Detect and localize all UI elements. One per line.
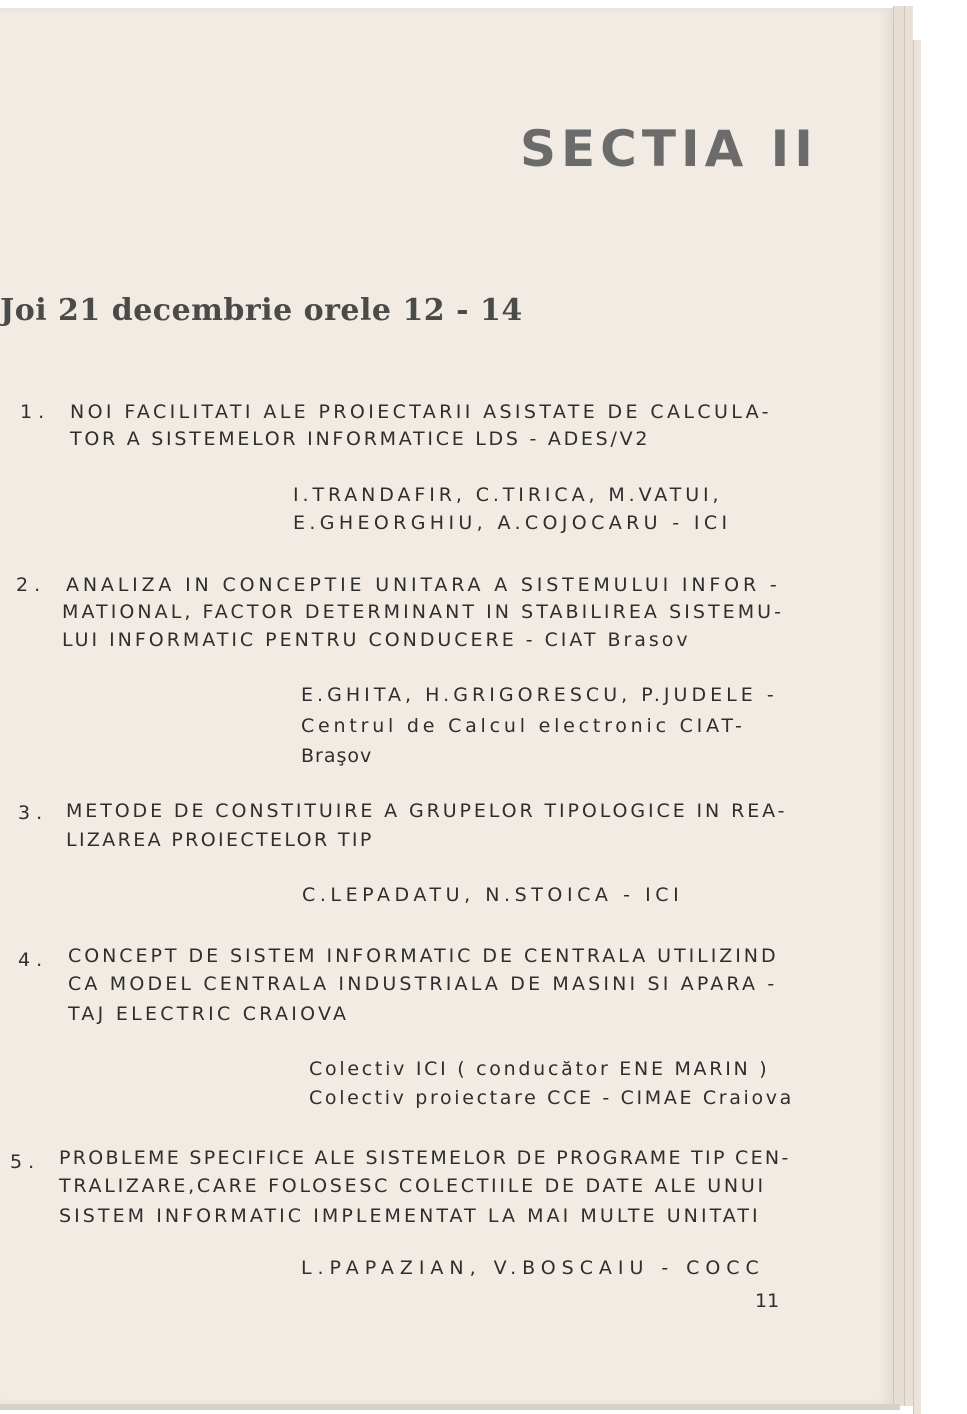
page-edge (904, 6, 913, 1406)
paper-authors-line: Braşov (301, 745, 373, 767)
paper-title-line: TOR A SISTEMELOR INFORMATICE LDS - ADES/V2 (70, 428, 651, 450)
paper-title-line: TRALIZARE,CARE FOLOSESC COLECTIILE DE DATE ALE UNUI (59, 1175, 766, 1197)
paper-authors-line: E.GHEORGHIU, A.COJOCARU - ICI (293, 512, 732, 534)
paper-number: 4 . (18, 949, 43, 971)
paper-number: 3 . (18, 802, 43, 824)
paper-title-line: CONCEPT DE SISTEM INFORMATIC DE CENTRALA UTILIZIND (68, 945, 779, 967)
paper-title-line: SISTEM INFORMATIC IMPLEMENTAT LA MAI MULTE UNITATI (59, 1205, 761, 1227)
section-title: SECTIA II (520, 120, 818, 178)
paper-title-line: METODE DE CONSTITUIRE A GRUPELOR TIPOLOGICE IN REA- (66, 800, 788, 822)
page-number: 11 (755, 1290, 780, 1312)
page-edge (893, 6, 904, 1406)
page-edge (913, 40, 921, 1414)
paper-authors-line: L.PAPAZIAN, V.BOSCAIU - COCC (301, 1257, 765, 1279)
paper-title-line: CA MODEL CENTRALA INDUSTRIALA DE MASINI SI APARA - (68, 973, 778, 995)
paper-title-line: LIZAREA PROIECTELOR TIP (66, 829, 374, 851)
paper-number: 1 . (20, 401, 45, 423)
paper-title-line: NOI FACILITATI ALE PROIECTARII ASISTATE DE CALCULA- (70, 401, 772, 423)
paper-authors-line: E.GHITA, H.GRIGORESCU, P.JUDELE - (301, 684, 778, 706)
paper-number: 2 . (16, 574, 41, 596)
page-bottom-edge (0, 1404, 900, 1410)
paper-authors-line: C.LEPADATU, N.STOICA - ICI (302, 884, 684, 906)
paper-authors-line: Colectiv proiectare CCE - CIMAE Craiova (309, 1087, 794, 1109)
session-date: Joi 21 decembrie orele 12 - 14 (0, 293, 523, 328)
paper-title-line: LUI INFORMATIC PENTRU CONDUCERE - CIAT Brasov (62, 629, 691, 651)
paper-title-line: TAJ ELECTRIC CRAIOVA (68, 1003, 350, 1025)
paper-title-line: PROBLEME SPECIFICE ALE SISTEMELOR DE PROGRAME TIP CEN- (59, 1147, 791, 1169)
paper-title-line: MATIONAL, FACTOR DETERMINANT IN STABILIREA SISTEMU- (62, 601, 785, 623)
paper-authors-line: Colectiv ICI ( conducător ENE MARIN ) (309, 1058, 770, 1080)
paper-number: 5 . (10, 1151, 35, 1173)
paper-authors-line: Centrul de Calcul electronic CIAT- (301, 715, 746, 737)
paper-title-line: ANALIZA IN CONCEPTIE UNITARA A SISTEMULUI INFOR - (66, 574, 781, 596)
paper-authors-line: I.TRANDAFIR, C.TIRICA, M.VATUI, (293, 484, 723, 506)
